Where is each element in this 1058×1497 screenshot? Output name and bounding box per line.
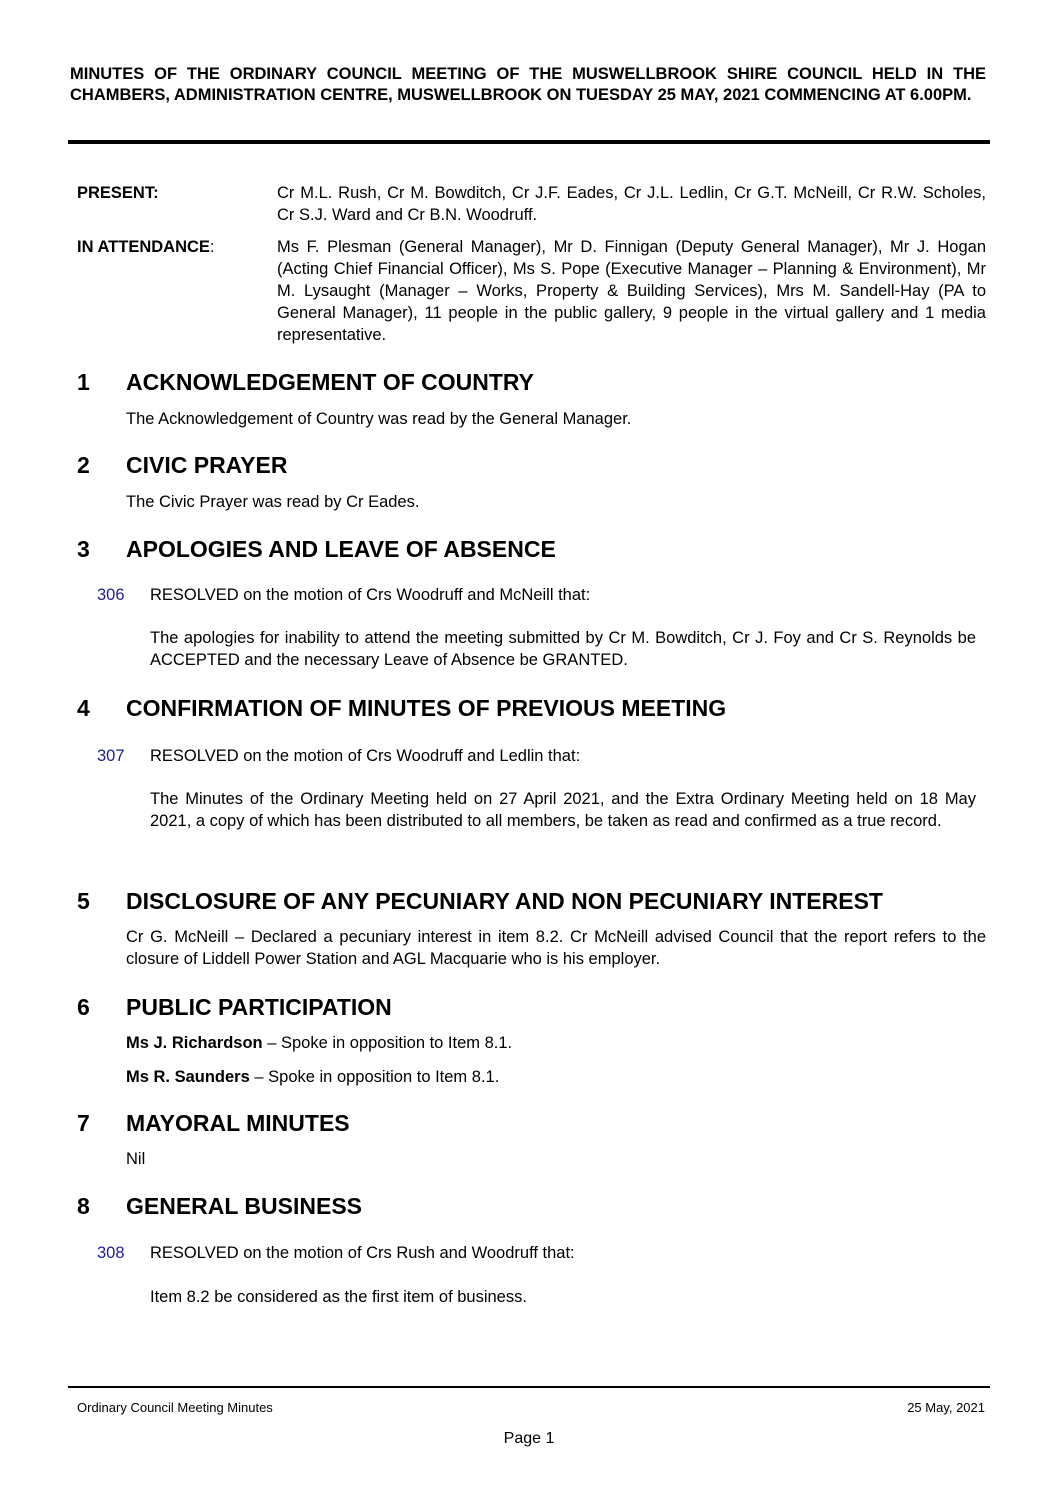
section-number: 1 [77, 369, 90, 395]
resolution-motion: RESOLVED on the motion of Crs Woodruff and Ledlin that: [150, 747, 581, 765]
section-title: ACKNOWLEDGEMENT OF COUNTRY [126, 369, 535, 395]
section-title: CIVIC PRAYER [126, 452, 288, 478]
section-1-text: The Acknowledgement of Country was read by the General Manager. [126, 410, 632, 428]
page-number: Page 1 [503, 1430, 555, 1447]
speaker-entry [126, 1032, 986, 1054]
section-title: APOLOGIES AND LEAVE OF ABSENCE [126, 536, 556, 562]
section-number: 4 [77, 695, 90, 721]
section-number: 7 [77, 1110, 90, 1136]
section-title: MAYORAL MINUTES [126, 1110, 350, 1136]
speaker-text: – Spoke in opposition to Item 8.1. [262, 1034, 513, 1052]
section-2-text: The Civic Prayer was read by Cr Eades. [126, 493, 420, 511]
resolution-body: The apologies for inability to attend the meeting submitted by Cr M. Bowditch, Cr J. Foy and Cr S. Reynolds be ACCEPTED and the necessary Leave of Absence be GRANTED. [150, 629, 976, 669]
section-7-text: Nil [126, 1150, 146, 1168]
speaker-name: Ms J. Richardson [126, 1034, 263, 1052]
title-divider [68, 140, 990, 144]
speaker-text: – Spoke in opposition to Item 8.1. [249, 1068, 500, 1086]
resolution-number: 307 [97, 747, 125, 765]
section-number: 3 [77, 536, 90, 562]
section-title: DISCLOSURE OF ANY PECUNIARY AND NON PECUNIARY INTEREST [126, 888, 883, 914]
attendance-label-colon: : [209, 238, 215, 256]
resolution-body: Item 8.2 be considered as the first item of business. [150, 1288, 527, 1306]
section-5-text: Cr G. McNeill – Declared a pecuniary interest in item 8.2. Cr McNeill advised Council that the report refers to the closure of Liddell Power Station and AGL Macquarie who is his employer. [126, 928, 986, 968]
section-title: PUBLIC PARTICIPATION [126, 994, 392, 1020]
present-label: PRESENT: [77, 184, 159, 202]
resolution-number: 306 [97, 586, 125, 604]
attendance-label-text: IN ATTENDANCE [77, 238, 210, 256]
attendance-label [77, 236, 277, 258]
present-value: Cr M.L. Rush, Cr M. Bowditch, Cr J.F. Eades, Cr J.L. Ledlin, Cr G.T. McNeill, Cr R.W. Scholes, Cr S.J. Ward and Cr B.N. Woodruff. [277, 184, 986, 224]
speaker-entry [126, 1066, 986, 1088]
attendance-value: Ms F. Plesman (General Manager), Mr D. Finnigan (Deputy General Manager), Mr J. Hogan (Acting Chief Financial Officer), Ms S. Pope (Executive Manager – Planning & Environment), Mr M. Lysaught (Manager – Works, Property & Building Services), Mrs M. Sandell-Hay (PA to General Manager), 11 people in the public gallery, 9 people in the virtual gallery and 1 media representative. [277, 238, 986, 344]
section-number: 2 [77, 452, 90, 478]
document-title: MINUTES OF THE ORDINARY COUNCIL MEETING OF THE MUSWELLBROOK SHIRE COUNCIL HELD IN THE CHAMBERS, ADMINISTRATION CENTRE, MUSWELLBROOK ON TUESDAY 25 MAY, 2021 COMMENCING AT 6.00PM. [70, 65, 986, 104]
footer-divider [68, 1386, 990, 1388]
footer-document-name: Ordinary Council Meeting Minutes [77, 1400, 273, 1415]
section-number: 6 [77, 994, 90, 1020]
section-number: 5 [77, 888, 90, 914]
resolution-motion: RESOLVED on the motion of Crs Rush and Woodruff that: [150, 1244, 575, 1262]
resolution-motion: RESOLVED on the motion of Crs Woodruff and McNeill that: [150, 586, 591, 604]
resolution-number: 308 [97, 1244, 125, 1262]
resolution-body: The Minutes of the Ordinary Meeting held on 27 April 2021, and the Extra Ordinary Meeting held on 18 May 2021, a copy of which has been distributed to all members, be taken as read and confirmed as a true record. [150, 790, 976, 830]
section-number: 8 [77, 1193, 90, 1219]
speaker-name: Ms R. Saunders [126, 1068, 250, 1086]
footer-date: 25 May, 2021 [907, 1400, 985, 1415]
section-title: GENERAL BUSINESS [126, 1193, 363, 1219]
section-title: CONFIRMATION OF MINUTES OF PREVIOUS MEETING [126, 695, 727, 721]
